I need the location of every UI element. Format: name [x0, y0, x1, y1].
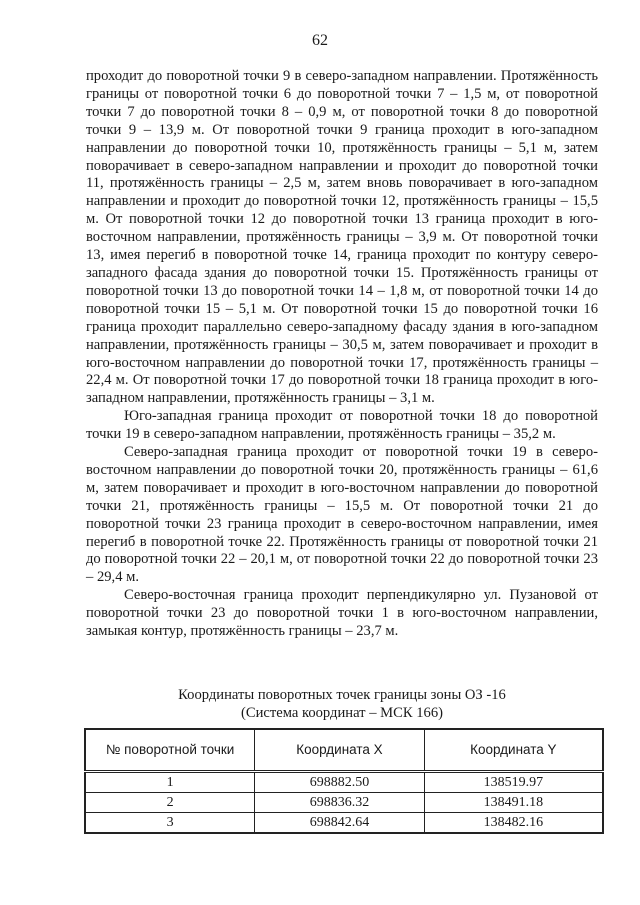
table-caption — [86, 686, 598, 722]
cell-point-number: 2 — [85, 793, 255, 813]
page-number: 62 — [312, 32, 328, 49]
table-row — [85, 793, 603, 813]
cell-point-number: 3 — [85, 813, 255, 834]
paragraph: Юго-западная граница проходит от поворотной точки 18 до поворотной точки 19 в северо-западном направлении, протяжённость границы – 35,2 м. — [86, 408, 598, 443]
body-text — [86, 68, 598, 641]
column-header-coordinate-y: Координата Y — [424, 729, 603, 772]
column-header-point-number: № поворотной точки — [85, 729, 255, 772]
cell-point-number: 1 — [85, 772, 255, 793]
cell-coordinate-x: 698842.64 — [255, 813, 424, 834]
cell-coordinate-y: 138519.97 — [424, 772, 603, 793]
paragraph: Северо-западная граница проходит от поворотной точки 19 в северо-восточном направлении до поворотной точки 20, протяжённость границы – 61,6 м, затем поворачивает и проходит в юго-восточном направлении до поворотной точки 21, протяжённость границы – 15,5 м. От поворотной точки 21 до поворотной точки 23 граница проходит в северо-восточном направлении, имея перегиб в поворотной точке 22. Протяжённость границы от поворотной точки 21 до поворотной точки 22 – 20,1 м, от поворотной точки 22 до поворотной точки 23 – 29,4 м. — [86, 444, 598, 586]
caption-subtitle: (Система координат – МСК 166) — [240, 705, 443, 721]
table-header-row — [85, 729, 603, 772]
cell-coordinate-x: 698836.32 — [255, 793, 424, 813]
cell-coordinate-y: 138482.16 — [424, 813, 603, 834]
cell-coordinate-y: 138491.18 — [424, 793, 603, 813]
table-row — [85, 772, 603, 793]
caption-title: Координаты поворотных точек границы зоны ОЗ -16 — [178, 687, 506, 703]
column-header-coordinate-x: Координата X — [255, 729, 424, 772]
paragraph: Северо-восточная граница проходит перпендикулярно ул. Пузановой от поворотной точки 23 до поворотной точки 1 в юго-восточном направлении, замыкая контур, протяжённость границы – 23,7 м. — [86, 587, 598, 640]
cell-coordinate-x: 698882.50 — [255, 772, 424, 793]
paragraph: проходит до поворотной точки 9 в северо-западном направлении. Протяжённость границы от поворотной точки 6 до поворотной точки 7 – 1,5 м, от поворотной точки 7 до поворотной точки 8 – 0,9 м, от поворотной точки 8 до поворотной точки 9 – 13,9 м. От поворотной точки 9 граница проходит в юго-западном направлении до поворотной точки 10, протяжённость границы – 5,1 м, затем поворачивает в северо-западном направлении и проходит до поворотной точки 11, протяжённость границы – 2,5 м, затем вновь поворачивает в юго-западном направлении и проходит до поворотной точки 12, протяжённость границы – 15,5 м. От поворотной точки 12 до поворотной точки 13 граница проходит в юго-восточном направлении, протяжённость границы – 3,9 м. От поворотной точки 13, имея перегиб в поворотной точке 14, граница проходит по контуру северо-западного фасада здания до поворотной точки 15. Протяжённость границы от поворотной точки 13 до поворотной точки 14 – 1,8 м, от поворотной точки 14 до поворотной точки 15 – 5,1 м. От поворотной точки 15 до поворотной точки 16 граница проходит параллельно северо-западному фасаду здания в юго-западном направлении, протяжённость границы – 30,5 м, затем поворачивает и проходит в юго-восточном направлении до поворотной точки 17, протяжённость границы – 22,4 м. От поворотной точки 17 до поворотной точки 18 граница проходит в юго-западном направлении, протяжённость границы – 3,1 м. — [86, 68, 598, 407]
table-row — [85, 813, 603, 834]
coordinates-table — [84, 728, 604, 834]
